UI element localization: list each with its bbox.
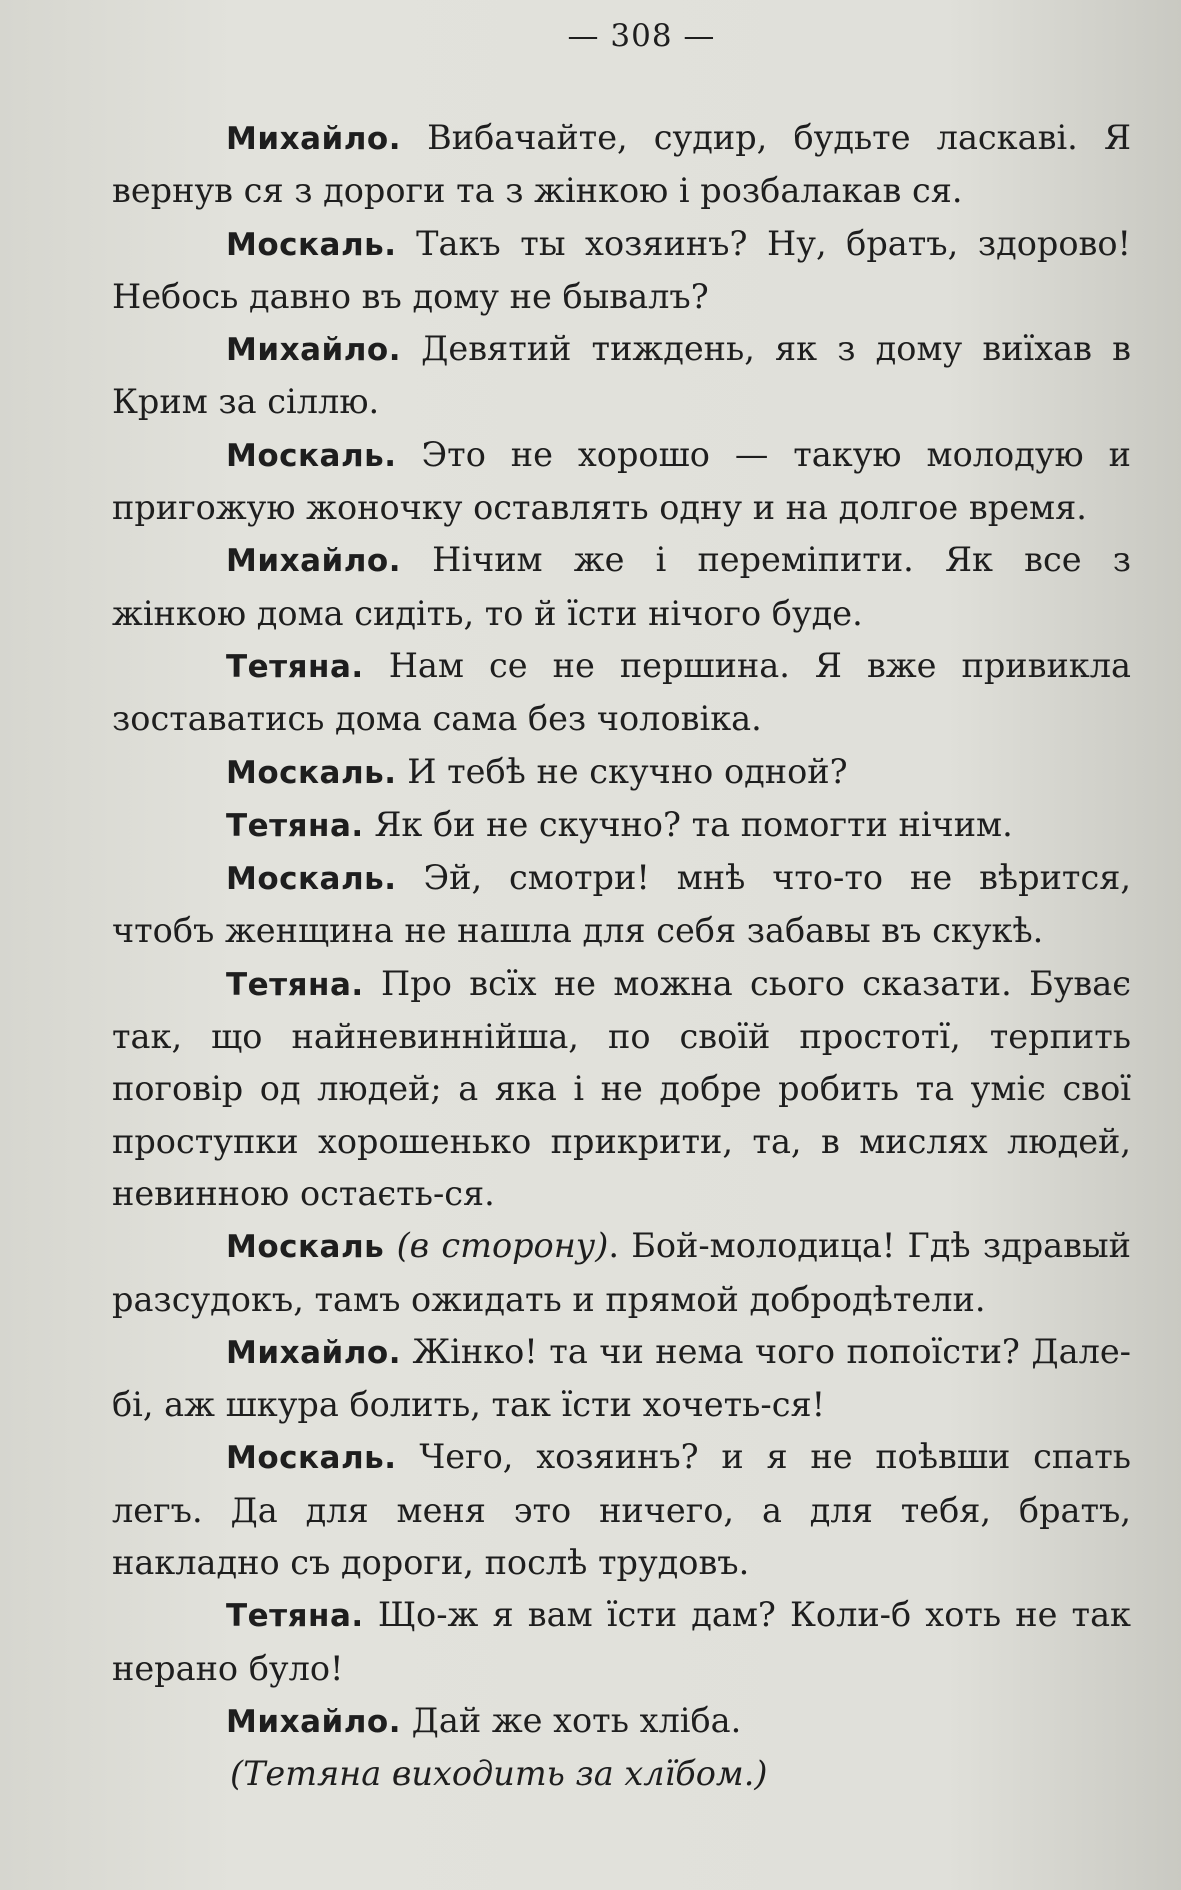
- speaker-name: Михайло.: [226, 543, 401, 580]
- speech-paragraph: [112, 746, 1131, 799]
- speaker-name: Тетяна.: [226, 966, 364, 1003]
- speaker-name: Михайло.: [226, 332, 401, 369]
- speech-text: Это не хорошо — такую молодую и пригожую жоночку оставлять одну и на долгое время.: [112, 434, 1131, 528]
- speech-text: Девятий тиждень, як з дому виїхав в Крим за сіллю.: [112, 329, 1132, 422]
- speech-paragraph: [112, 1220, 1131, 1326]
- speech-paragraph: [112, 218, 1131, 324]
- speaker-name: Москаль.: [226, 1440, 397, 1477]
- speech-text: Нам се не першина. Я вже привикла зоставатись дома сама без чоловіка.: [112, 645, 1131, 739]
- speech-text: И тебѣ не скучно одной?: [407, 751, 848, 791]
- speaker-name: Михайло.: [226, 1703, 401, 1740]
- speech-text: Жінко! та чи нема чого попоїсти? Дале-бі, аж шкура болить, так їсти хочеть-ся!: [112, 1331, 1132, 1425]
- speech-paragraph: [112, 429, 1131, 535]
- speech-paragraph: [112, 112, 1131, 218]
- speech-text: Вибачайте, судир, будьте ласкаві. Я вернув ся з дороги та з жінкою і розбалакав ся.: [112, 118, 1132, 211]
- speech-text: Про всїх не можна сього сказати. Буває так, що найневиннійша, по своїй простотї, терпить поговір од людей; а яка і не добре робить та уміє свої проступки хорошенько прикрити, та, в мислях людей, невинною остаєть-ся.: [112, 963, 1132, 1213]
- speaker-name: Михайло.: [226, 121, 401, 157]
- speaker-name: Москаль.: [226, 437, 397, 474]
- speech-text: Эй, смотри! мнѣ что-то не вѣрится, чтобъ женщина не нашла для себя забавы въ скукѣ.: [112, 858, 1131, 951]
- speaker-name: Тетяна.: [226, 648, 364, 685]
- speech-text: . Бой-молодица! Гдѣ здравый разсудокъ, тамъ ожидать и прямой добродѣтели.: [112, 1226, 1131, 1319]
- speaker-name: Москаль: [226, 1229, 385, 1266]
- speech-text: Що-ж я вам їсти дам? Коли-б хоть не так нерано було!: [112, 1595, 1131, 1688]
- speech-text: Як би не скучно? та помогти нічим.: [374, 804, 1013, 844]
- speech-paragraph: [112, 323, 1131, 429]
- speech-paragraph: [112, 1326, 1131, 1432]
- speech-text: Дай же хоть хліба.: [411, 1700, 742, 1740]
- speech-text: Чего, хозяинъ? и я не поѣвши спать легъ. Да для меня это ничего, а для тебя, братъ, накладно съ дороги, послѣ трудовъ.: [112, 1437, 1131, 1583]
- speech-paragraph: [112, 534, 1131, 640]
- stage-direction: (Тетяна виходить за хлїбом.): [230, 1754, 768, 1794]
- play-text: [112, 112, 1131, 1801]
- speaker-name: Москаль.: [226, 861, 397, 898]
- page-number: — 308 —: [567, 18, 716, 54]
- speech-paragraph: [112, 1589, 1131, 1695]
- speech-paragraph: [112, 640, 1131, 746]
- speaker-name: Тетяна.: [226, 1598, 364, 1635]
- speaker-name: Москаль.: [226, 754, 397, 791]
- stage-aside: (в сторону): [396, 1226, 609, 1266]
- speaker-name: Тетяна.: [226, 807, 364, 844]
- speech-text: Нічим же і переміпити. Як все з жінкою дома сидіть, то й їсти нічого буде.: [112, 540, 1132, 633]
- speaker-name: Михайло.: [226, 1334, 401, 1371]
- speech-paragraph: [112, 1431, 1131, 1589]
- speech-paragraph: [112, 799, 1131, 852]
- speech-paragraph: [112, 958, 1131, 1220]
- speaker-name: Москаль.: [226, 226, 397, 263]
- speech-paragraph: [112, 1695, 1131, 1748]
- speech-paragraph: [112, 852, 1131, 958]
- speech-text: Такъ ты хозяинъ? Ну, братъ, здорово! Небось давно въ дому не бывалъ?: [112, 223, 1131, 316]
